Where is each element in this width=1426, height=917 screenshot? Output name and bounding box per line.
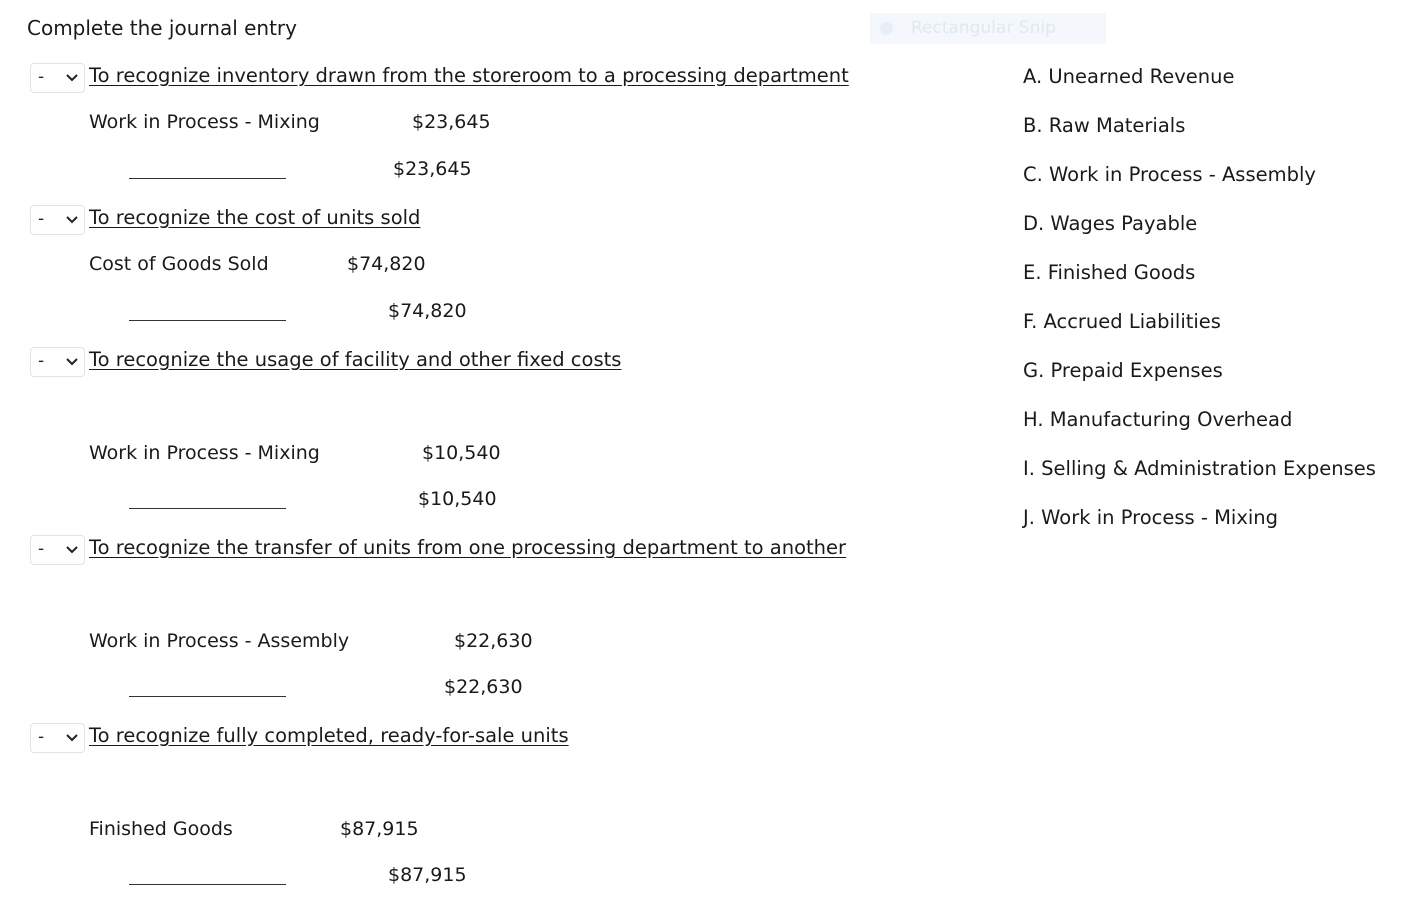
account-option-d: D. Wages Payable bbox=[1023, 212, 1198, 235]
entry-1-debit-account: Work in Process - Mixing bbox=[89, 111, 320, 133]
entry-2-credit-amount: $74,820 bbox=[388, 300, 467, 322]
rectangular-snip-overlay bbox=[870, 13, 1106, 44]
entry-1-debit-amount: $23,645 bbox=[412, 111, 491, 133]
select-value: - bbox=[38, 209, 45, 229]
chevron-down-icon bbox=[65, 215, 79, 225]
entry-2-debit-account: Cost of Goods Sold bbox=[89, 253, 269, 275]
entry-5-credit-amount: $87,915 bbox=[388, 864, 467, 886]
snip-label: Rectangular Snip bbox=[911, 18, 1056, 38]
entry-3-answer-select[interactable] bbox=[30, 347, 85, 377]
chevron-down-icon bbox=[65, 545, 79, 555]
select-value: - bbox=[38, 539, 45, 559]
entry-4-answer-select[interactable] bbox=[30, 535, 85, 565]
account-option-h: H. Manufacturing Overhead bbox=[1023, 408, 1293, 431]
select-value: - bbox=[38, 67, 45, 87]
entry-1-answer-select[interactable] bbox=[30, 63, 85, 93]
entry-3-debit-account: Work in Process - Mixing bbox=[89, 442, 320, 464]
entry-2-debit-amount: $74,820 bbox=[347, 253, 426, 275]
entry-1-credit-account-blank bbox=[129, 178, 286, 179]
entry-4-credit-amount: $22,630 bbox=[444, 676, 523, 698]
account-option-j: J. Work in Process - Mixing bbox=[1023, 506, 1279, 529]
chevron-down-icon bbox=[65, 733, 79, 743]
select-value: - bbox=[38, 351, 45, 371]
entry-5-credit-account-blank bbox=[129, 884, 286, 885]
entry-1-credit-amount: $23,645 bbox=[393, 158, 472, 180]
entry-4-debit-amount: $22,630 bbox=[454, 630, 533, 652]
account-option-f: F. Accrued Liabilities bbox=[1023, 310, 1221, 333]
entry-3-debit-amount: $10,540 bbox=[422, 442, 501, 464]
select-value: - bbox=[38, 727, 45, 747]
entry-5-answer-select[interactable] bbox=[30, 723, 85, 753]
page-title: Complete the journal entry bbox=[27, 16, 297, 40]
account-option-c: C. Work in Process - Assembly bbox=[1023, 163, 1316, 186]
entry-4-credit-account-blank bbox=[129, 696, 286, 697]
record-dot-icon bbox=[880, 22, 893, 35]
entry-1-description: To recognize inventory drawn from the storeroom to a processing department bbox=[89, 64, 849, 87]
entry-5-debit-account: Finished Goods bbox=[89, 818, 233, 840]
account-option-g: G. Prepaid Expenses bbox=[1023, 359, 1223, 382]
entry-5-debit-amount: $87,915 bbox=[340, 818, 419, 840]
entry-4-description: To recognize the transfer of units from one processing department to another bbox=[89, 536, 847, 559]
entry-3-description: To recognize the usage of facility and other fixed costs bbox=[89, 348, 622, 371]
entry-3-credit-account-blank bbox=[129, 508, 286, 509]
entry-2-credit-account-blank bbox=[129, 320, 286, 321]
chevron-down-icon bbox=[65, 73, 79, 83]
account-option-b: B. Raw Materials bbox=[1023, 114, 1186, 137]
entry-5-description: To recognize fully completed, ready-for-sale units bbox=[89, 724, 569, 747]
account-option-i: I. Selling & Administration Expenses bbox=[1023, 457, 1376, 480]
entry-2-description: To recognize the cost of units sold bbox=[89, 206, 421, 229]
account-option-e: E. Finished Goods bbox=[1023, 261, 1196, 284]
entry-3-credit-amount: $10,540 bbox=[418, 488, 497, 510]
account-option-a: A. Unearned Revenue bbox=[1023, 65, 1235, 88]
entry-2-answer-select[interactable] bbox=[30, 205, 85, 235]
chevron-down-icon bbox=[65, 357, 79, 367]
entry-4-debit-account: Work in Process - Assembly bbox=[89, 630, 350, 652]
